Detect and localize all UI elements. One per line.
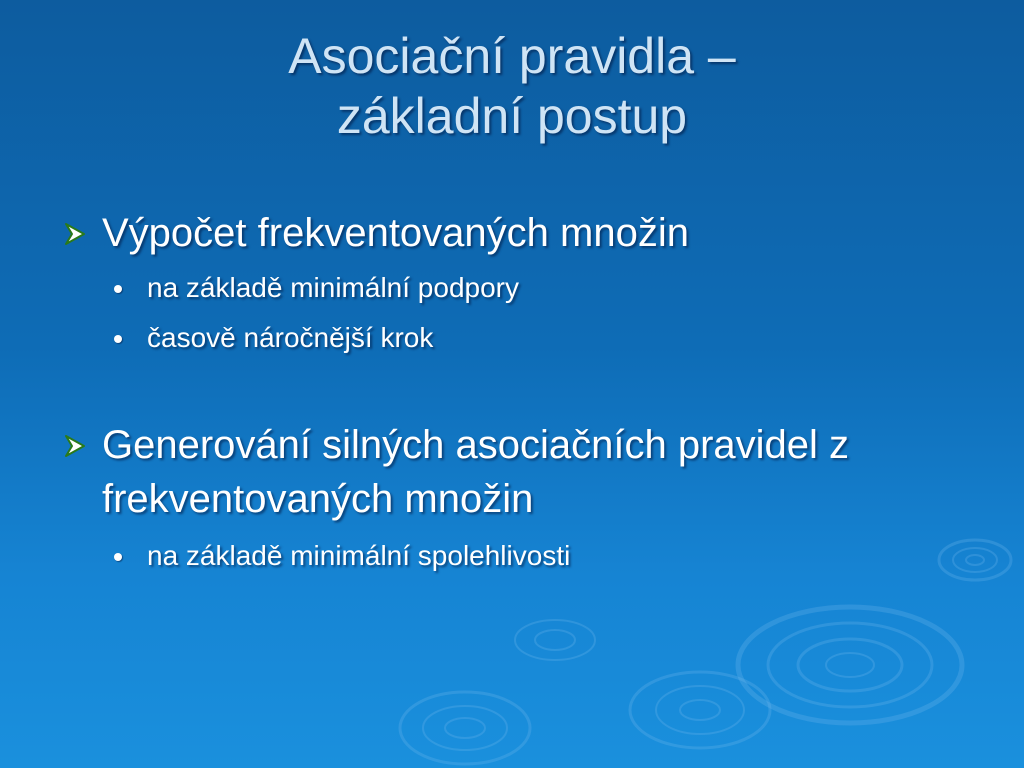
round-dot-bullet-icon — [114, 553, 122, 561]
round-dot-bullet-icon — [114, 285, 122, 293]
arrowhead-bullet-icon — [62, 221, 88, 247]
sub-bullet-1-2-text: časově náročnější krok — [147, 322, 434, 353]
slide-title-line-1: Asociační pravidla – — [288, 28, 736, 84]
slide-title-line-2: základní postup — [336, 88, 688, 144]
sub-bullet-2-1-text: na základě minimální spolehlivosti — [147, 540, 571, 571]
bullet-2-text-line-2: frekventovaných množin — [102, 477, 534, 521]
round-dot-bullet-icon — [114, 335, 122, 343]
bullet-2-text-line-1: Generování silných asociačních pravidel z — [102, 423, 850, 467]
arrowhead-bullet-icon — [62, 433, 88, 459]
sub-bullet-1-1 — [114, 270, 974, 306]
bullet-1 — [62, 206, 982, 260]
sub-bullet-1-2 — [114, 320, 974, 356]
bullet-1-text: Výpočet frekventovaných množin — [102, 211, 689, 255]
bullet-2 — [62, 418, 982, 526]
sub-bullet-2-1 — [114, 538, 974, 574]
sub-bullet-1-1-text: na základě minimální podpory — [147, 272, 519, 303]
